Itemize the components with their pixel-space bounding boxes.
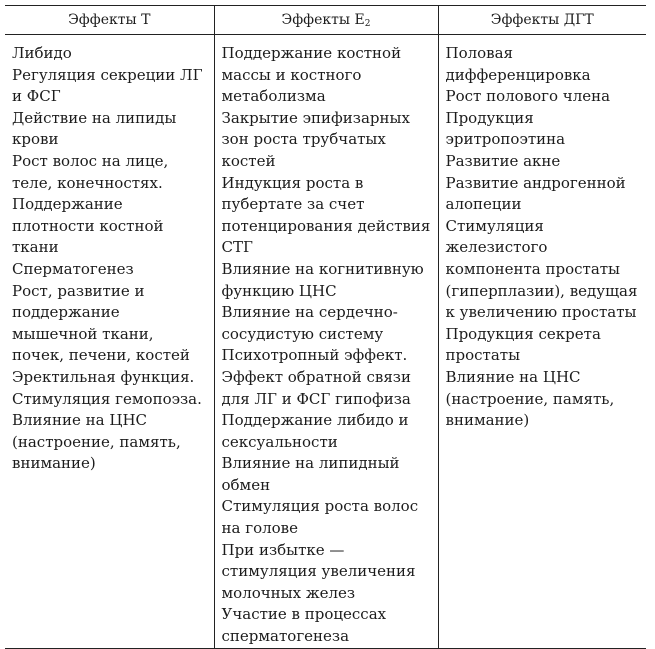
header-row: [5, 6, 646, 35]
list-item: Психотропный эффект.: [221, 346, 408, 365]
list-item: Действие на липиды крови: [12, 108, 177, 149]
t-effects-cell: [5, 35, 214, 649]
list-item: При избытке — стимуляция увеличения молочных желез: [221, 540, 416, 602]
list-item: Развитие андрогенной алопеции: [445, 173, 626, 214]
effects-table: [5, 5, 646, 649]
list-item: Поддержание плотности костной ткани: [12, 195, 164, 257]
e2-effects-cell: [214, 35, 438, 649]
list-item: Стимуляция роста волос на голове: [221, 497, 419, 538]
list-item: Продукция секрета простаты: [445, 324, 601, 365]
dgt-effects-list: [446, 43, 641, 432]
list-item: Эффект обратной связи для ЛГ и ФСГ гипофиза: [221, 367, 411, 408]
list-item: Рост, развитие и поддержание мышечной ткани, почек, печени, костей: [12, 281, 190, 365]
list-item: Влияние на когнитивную функцию ЦНС: [221, 259, 424, 300]
list-item: Стимуляция гемопоэза.: [12, 389, 202, 408]
header-e2-subscript: 2: [364, 18, 371, 29]
table-row: [5, 35, 646, 649]
header-t-effects: Эффекты Т: [5, 6, 214, 35]
dgt-effects-cell: [438, 35, 646, 649]
list-item: Развитие акне: [445, 151, 561, 170]
header-dgt-effects: Эффекты ДГТ: [438, 6, 646, 35]
header-e2-label: Эффекты Е: [281, 11, 365, 28]
list-item: Влияние на ЦНС (настроение, память, внимание): [445, 367, 615, 430]
list-item: Регуляция секреции ЛГ и ФСГ: [12, 65, 203, 106]
list-item: Закрытие эпифизарных зон роста трубчатых костей: [221, 108, 410, 170]
e2-effects-list: [222, 43, 432, 648]
list-item: Влияние на сердечно-сосудистую систему: [221, 303, 398, 343]
list-item: Влияние на липидный обмен: [221, 454, 400, 494]
list-item: Либидо: [12, 44, 72, 62]
list-item: Участие в процессах сперматогенеза: [221, 605, 387, 646]
list-item: Эректильная функция.: [12, 367, 195, 386]
list-item: Половая дифференцировка: [445, 44, 591, 84]
list-item: Поддержание костной массы и костного метаболизма: [221, 44, 402, 106]
list-item: Влияние на ЦНС (настроение, память, внимание): [12, 411, 181, 473]
t-effects-list: [12, 43, 208, 475]
list-item: Сперматогенез: [12, 259, 134, 278]
list-item: Рост волос на лице, теле, конечностях.: [12, 151, 169, 192]
list-item: Рост полового члена: [445, 87, 611, 106]
table-body: [5, 35, 646, 649]
list-item: Стимуляция железистого компонента простаты (гиперплазии), ведущая к увеличению простаты: [445, 216, 638, 322]
header-e2-effects: [214, 6, 438, 35]
list-item: Продукция эритропоэтина: [445, 108, 566, 149]
list-item: Поддержание либидо и сексуальности: [221, 411, 409, 451]
table-header: [5, 6, 646, 35]
list-item: Индукция роста в пубертате за счет потенцирования действия СТГ: [221, 173, 431, 257]
